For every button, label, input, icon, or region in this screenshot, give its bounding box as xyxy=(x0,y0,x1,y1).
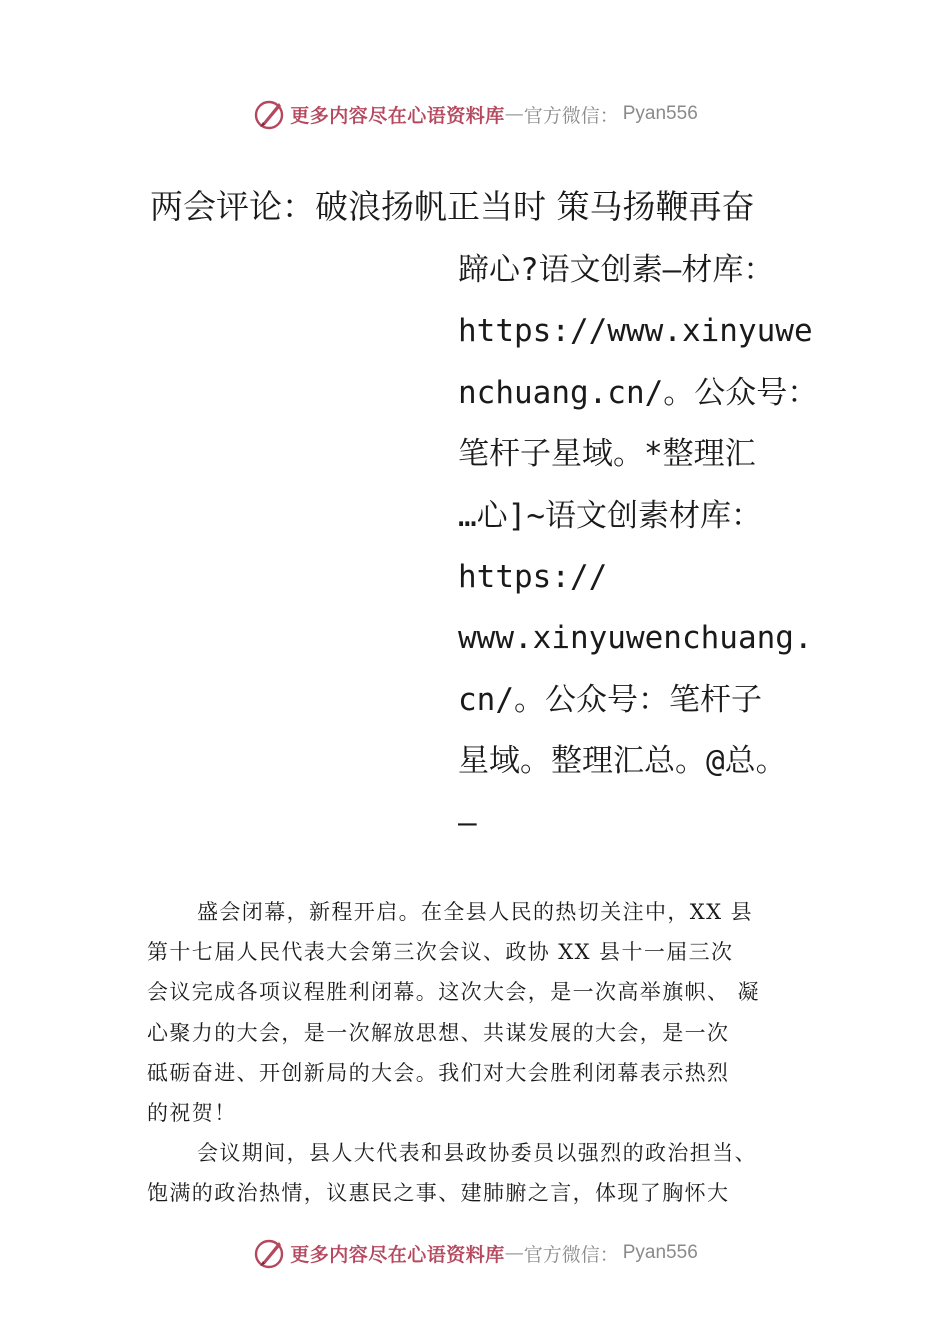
quill-pen-logo-icon xyxy=(252,97,286,131)
subtitle-line: cn/。公众号：笔杆子 xyxy=(458,681,762,718)
subtitle-line: nchuang.cn/。公众号： xyxy=(458,374,819,411)
subtitle-line: www.xinyuwenchuang. xyxy=(458,620,813,657)
article-title: 两会评论：破浪扬帆正当时 策马扬鞭再奋 xyxy=(150,187,755,226)
body-text-line: 饱满的政治热情，议惠民之事、建肺腑之言，体现了胸怀大 xyxy=(147,1181,730,1206)
wechat-id: Pyan556 xyxy=(622,103,698,124)
body-text-line: 的祝贺！ xyxy=(147,1100,237,1125)
wechat-label: 官方微信： xyxy=(523,1243,619,1266)
body-text-line: 第十七届人民代表大会第三次会议、政协 XX 县十一届三次 xyxy=(147,940,734,965)
site-slogan: 更多内容尽在心语资料库 xyxy=(290,104,505,127)
body-text-line: 会议完成各项议程胜利闭幕。这次大会，是一次高举旗帜、 凝 xyxy=(147,980,760,1005)
body-text-line: 心聚力的大会，是一次解放思想、共谋发展的大会，是一次 xyxy=(147,1020,730,1045)
footer-watermark-banner xyxy=(0,1233,950,1273)
subtitle-line: 星域。整理汇总。@总。 xyxy=(458,743,787,780)
subtitle-block xyxy=(458,240,828,854)
body-text-line: 会议期间，县人大代表和县政协委员以强烈的政治担当、 xyxy=(197,1141,757,1166)
wechat-id: Pyan556 xyxy=(622,1242,698,1263)
subtitle-line: 蹄心?语文创素—材库： xyxy=(458,252,775,288)
quill-pen-logo-icon xyxy=(252,1236,286,1270)
banner-dash: — xyxy=(504,1242,524,1264)
header-watermark-banner xyxy=(0,94,950,134)
site-slogan: 更多内容尽在心语资料库 xyxy=(290,1243,505,1266)
subtitle-line: …心]~语文创素材库： xyxy=(458,497,762,534)
article-body xyxy=(147,892,827,1214)
banner-dash: — xyxy=(504,103,524,125)
subtitle-line: — xyxy=(458,804,477,841)
subtitle-line: https://www.xinyuwe xyxy=(458,313,813,350)
subtitle-line: https:// xyxy=(458,558,608,595)
body-text-line: 砥砺奋进、开创新局的大会。我们对大会胜利闭幕表示热烈 xyxy=(147,1060,730,1085)
subtitle-line: 笔杆子星域。*整理汇 xyxy=(458,436,756,473)
wechat-label: 官方微信： xyxy=(523,104,619,127)
body-text-line: 盛会闭幕，新程开启。在全县人民的热切关注中，XX 县 xyxy=(197,900,753,924)
